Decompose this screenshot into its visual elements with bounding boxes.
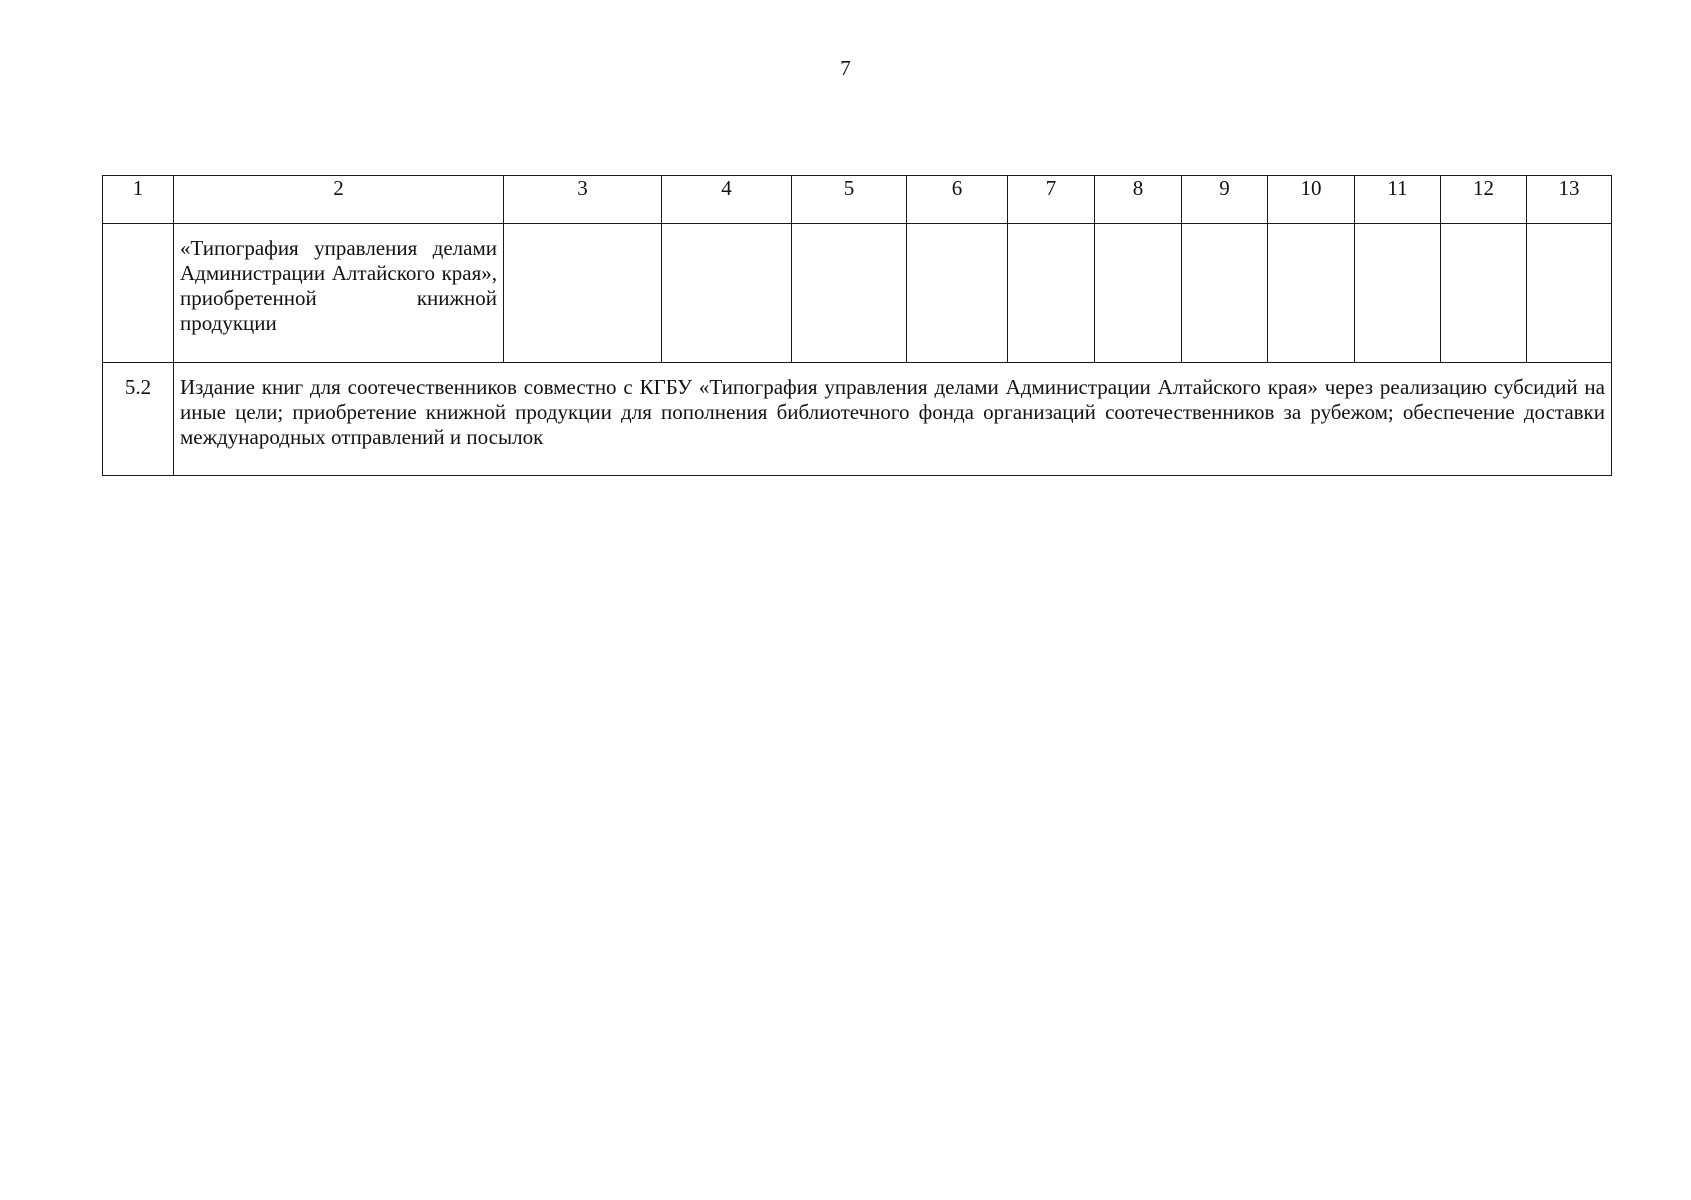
header-cell: 7 [1008,176,1095,224]
header-cell: 6 [907,176,1008,224]
empty-cell [662,224,792,363]
empty-cell [1527,224,1612,363]
header-cell: 12 [1441,176,1527,224]
row-section-text: Издание книг для соотечественников совместно с КГБУ «Типография управления делами Администрации Алтайского края» через реализацию субсидий на иные цели; приобретение книжной продукции для пополнения библиотечного фонда организаций соотечественников за рубежом; обеспечение доставки международных отправлений и посылок [174,363,1612,476]
data-table [102,175,1612,476]
row-description-cell: «Типография управления делами Администрации Алтайского края», приобретенной книжной продукции [174,224,504,363]
header-cell: 5 [792,176,907,224]
header-cell: 2 [174,176,504,224]
empty-cell [1441,224,1527,363]
header-cell: 8 [1095,176,1182,224]
empty-cell [907,224,1008,363]
empty-cell [1268,224,1355,363]
empty-cell [792,224,907,363]
header-cell: 9 [1182,176,1268,224]
empty-cell [504,224,662,363]
table-row [103,224,1612,363]
page-number: 7 [840,56,851,80]
row-number-cell [103,224,174,363]
empty-cell [1008,224,1095,363]
empty-cell [1095,224,1182,363]
header-cell: 13 [1527,176,1612,224]
header-cell: 11 [1355,176,1441,224]
header-cell: 4 [662,176,792,224]
header-cell: 3 [504,176,662,224]
header-cell: 1 [103,176,174,224]
empty-cell [1182,224,1268,363]
table-row [103,363,1612,476]
empty-cell [1355,224,1441,363]
table-header-row [103,176,1612,224]
row-number-cell: 5.2 [103,363,174,476]
header-cell: 10 [1268,176,1355,224]
